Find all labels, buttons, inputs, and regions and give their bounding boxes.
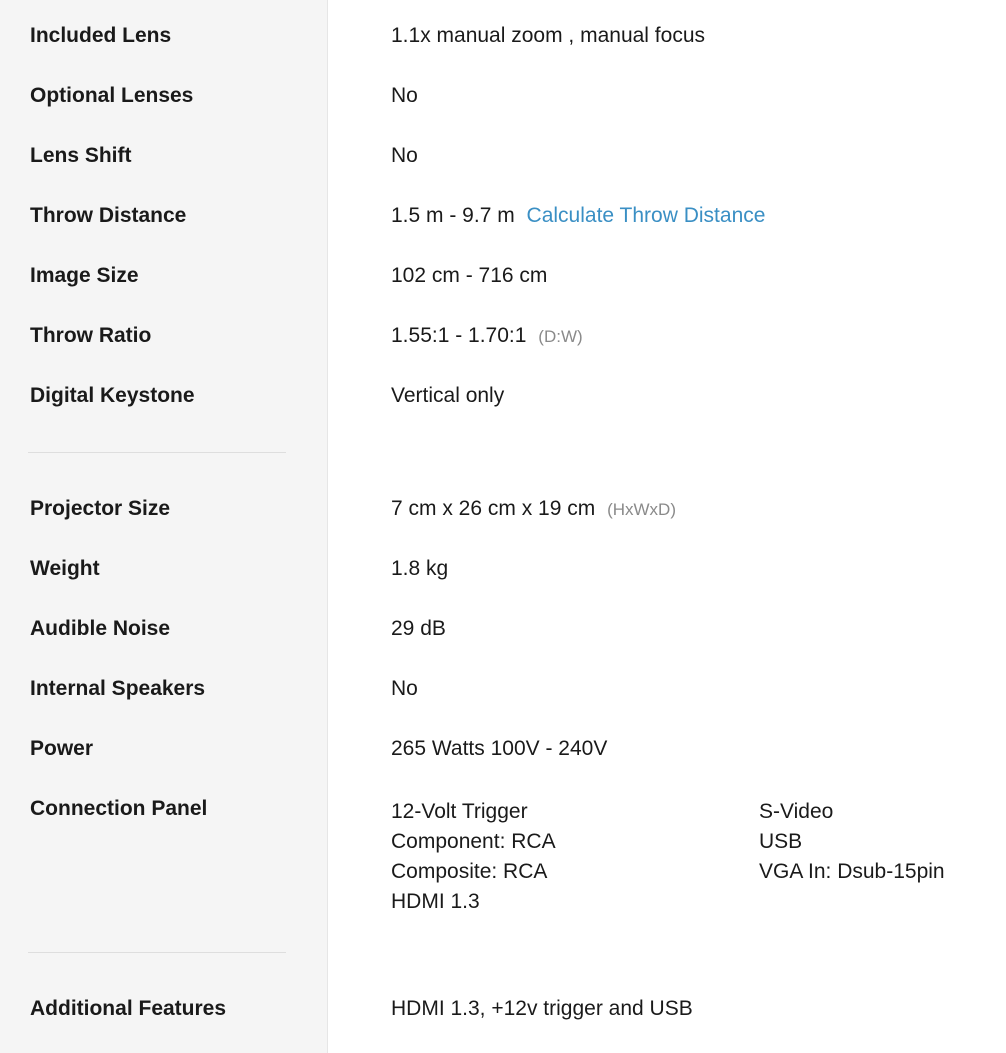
spec-value: Vertical only — [391, 384, 505, 407]
ratio-unit-note: (D:W) — [538, 327, 583, 346]
spec-value: 1.1x manual zoom , manual focus — [391, 24, 705, 47]
spec-row-internal-speakers — [0, 653, 1006, 713]
section-divider — [28, 952, 286, 953]
spec-label: Additional Features — [30, 997, 227, 1020]
spec-value-wrapper — [391, 204, 765, 228]
section-divider — [28, 452, 286, 453]
size-unit-note: (HxWxD) — [607, 500, 676, 519]
spec-row-audible-noise — [0, 593, 1006, 653]
spec-label: Weight — [30, 557, 100, 580]
connection-list-left — [391, 797, 556, 917]
spec-row-throw-ratio — [0, 300, 1006, 360]
connection-item: VGA In: Dsub-15pin — [759, 860, 945, 883]
spec-row-digital-keystone — [0, 360, 1006, 420]
connection-item: 12-Volt Trigger — [391, 800, 528, 823]
spec-value: 1.8 kg — [391, 557, 449, 580]
connection-list-right — [759, 797, 945, 887]
spec-label: Power — [30, 737, 94, 760]
spec-row-weight — [0, 533, 1006, 593]
spec-value: 29 dB — [391, 617, 446, 640]
spec-value-wrapper — [391, 324, 583, 348]
spec-label: Connection Panel — [30, 797, 208, 820]
spec-row-power — [0, 713, 1006, 773]
spec-label: Projector Size — [30, 497, 171, 520]
connection-item: Composite: RCA — [391, 860, 548, 883]
connection-item: USB — [759, 830, 803, 853]
spec-value: 265 Watts 100V - 240V — [391, 737, 608, 760]
spec-row-projector-size — [0, 473, 1006, 533]
spec-row-image-size — [0, 240, 1006, 300]
spec-row-throw-distance — [0, 180, 1006, 240]
connection-item: HDMI 1.3 — [391, 890, 480, 913]
spec-label: Optional Lenses — [30, 84, 194, 107]
spec-label: Lens Shift — [30, 144, 132, 167]
spec-label: Internal Speakers — [30, 677, 206, 700]
spec-label: Audible Noise — [30, 617, 171, 640]
spec-label: Image Size — [30, 264, 139, 287]
spec-label: Throw Distance — [30, 204, 187, 227]
spec-label: Included Lens — [30, 24, 172, 47]
spec-value: 7 cm x 26 cm x 19 cm — [391, 497, 596, 520]
spec-row-lens-shift — [0, 120, 1006, 180]
spec-label: Throw Ratio — [30, 324, 152, 347]
spec-value: No — [391, 677, 418, 700]
spec-row-additional-features — [0, 973, 1006, 1033]
spec-row-optional-lenses — [0, 60, 1006, 120]
spec-row-included-lens — [0, 0, 1006, 60]
spec-value: 1.55:1 - 1.70:1 — [391, 324, 527, 347]
spec-value: 1.5 m - 9.7 m — [391, 204, 515, 227]
spec-value-wrapper — [391, 497, 676, 521]
spec-value: No — [391, 144, 418, 167]
spec-value: No — [391, 84, 418, 107]
calculate-throw-distance-link[interactable]: Calculate Throw Distance — [526, 204, 766, 227]
spec-value: HDMI 1.3, +12v trigger and USB — [391, 997, 693, 1020]
connection-item: S-Video — [759, 800, 834, 823]
spec-value: 102 cm - 716 cm — [391, 264, 548, 287]
connection-item: Component: RCA — [391, 830, 556, 853]
spec-label: Digital Keystone — [30, 384, 195, 407]
